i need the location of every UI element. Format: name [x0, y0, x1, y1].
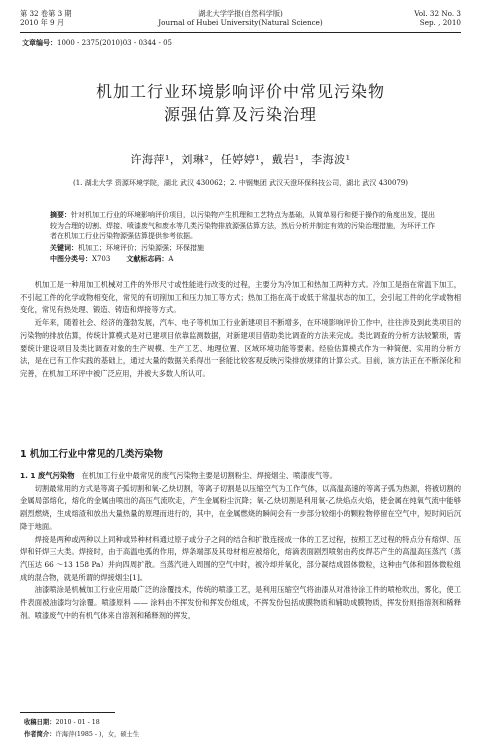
cutting-paragraph: 切割最常用的方式是等离子弧切割和氧-乙炔切割，等离子切割是以压缩空气为工作气体，以高温高速的等离子弧为热源，将被切割的金属局部熔化，熔化的金属由喷出的高压气流吹走，产生金属粉尘沉降；氧-乙炔切割是利用氧-乙炔焰点火焰，使金属在纯氧气流中能够剧烈燃烧，生成熔渣和放出大量热量的原理而进行的，其中，在金属燃烧的瞬间会有一步部分较细小的颗粒物停留在空气中，短时间后沉降于地面。	[20, 483, 461, 531]
journal-name	[20, 9, 461, 27]
volume-issue: 第 32 卷第 3 期	[20, 9, 72, 18]
received-value: 2010 - 01 - 18	[55, 719, 100, 726]
received-date	[24, 717, 100, 726]
volume-info-en	[414, 9, 461, 27]
intro-paragraph-2: 近年来，随着社会、经济的蓬勃发展，汽车、电子等机加工行业新建项目不断增多，在环境影响评价工作中，往往涉及到此类项目的污染物的排放估算，传统计算模式是对已建项目依靠监测数据，对新建项目借助类比调查的方法来完成。类比调查的分析方法较繁琐，需要统计建设项目及类比调查对象的生产规模、生产工艺、地理位置、区域环境功能等要素。经验估算模式作为一种简便、实用的分析方法，是在已有工作实践的基础上，通过大量的数据关系得出一套能比较客观反映污染排放规律的计算公式。目前，该方法正在不断深化和完善，在机加工环评中被广泛应用，并被大多数人所认可。	[20, 318, 461, 378]
clc-value: X703	[92, 255, 111, 263]
author-bio-label: 作者简介：	[24, 731, 56, 738]
keywords-text: 机加工；环境评价；污染源强；环保措施	[78, 244, 204, 252]
abstract-text: 针对机加工行业的环境影响评价项目，以污染物产生机理和工艺特点为基础，从简单易行和便于操作的角度出发，提出较为合理的切割、焊接、喷漆废气和废水等几类污染物排放源强估算方法，然后分析并制定有效的污染治理措施，为环评工作者在机加工行业污染物源强估算提供参考依据。	[50, 211, 435, 240]
affiliation: (1. 湖北大学 资源环境学院，湖北 武汉 430062；2. 中钢集团 武汉天澄环保科技公司，湖北 武汉 430079)	[72, 179, 409, 187]
subsection-1-1-intro: 在机加工行业中最常见的废气污染物主要是切割粉尘、焊接烟尘、喷漆废气等。	[81, 471, 337, 480]
intro-paragraph-1: 机加工是一种用加工机械对工件的外形尺寸或性能进行改变的过程，主要分为冷加工和热加工两种方式。冷加工是指在常温下加工，不引起工件的化学或物相变化，常见的有切削加工和压力加工等方式；热加工指在高于或低于常温状态的加工，会引起工件的化学或物相变化，常见有热处理、锻造、铸造和焊接等方式。	[20, 280, 461, 315]
subsection-1-1-lead	[20, 470, 461, 483]
journal-name-en: Journal of Hubei University(Natural Science)	[158, 18, 323, 27]
article-number-label: 文章编号：	[22, 39, 57, 47]
title-line-2: 源强估算及污染治理	[163, 105, 317, 124]
footnote-divider	[20, 712, 115, 713]
keywords	[50, 243, 435, 253]
issue-date: 2010 年 9 月	[20, 18, 65, 27]
classification-codes	[50, 254, 435, 264]
abstract	[50, 210, 435, 242]
author-bio	[24, 729, 139, 738]
introduction	[20, 279, 461, 381]
article-number-value: 1000 - 2375(2010)03 - 0344 - 05	[57, 39, 172, 47]
subsection-1-1-label: 1. 1 废气污染物	[20, 471, 75, 480]
issue-date-en: Sep. , 2010	[419, 18, 461, 27]
volume-number-en: Vol. 32 No. 3	[414, 9, 461, 18]
keywords-label: 关键词：	[50, 244, 78, 252]
article-number	[22, 38, 172, 48]
welding-paragraph: 焊接是两种或两种以上同种或异种材料通过原子或分子之间的结合和扩散连接成一体的工艺过程，按照工艺过程的特点分有熔焊、压焊和钎焊三大类。焊接时，由于高温电弧的作用，焊条端部及其母材相应被熔化，熔滴表面剧烈喷射由药皮焊芯产生的高温高压蒸汽（蒸汽压达 66 ～13 158 Pa）并向四周扩散。当蒸汽进入周围的空气中时，被冷却并氧化，部分凝结成固体微粒，这种由气体和固体微粒组成的混合物，就是所谓的焊接烟尘[1]。	[20, 534, 461, 582]
header-divider	[20, 32, 461, 33]
clc-label: 中图分类号：	[50, 255, 92, 263]
paper-title	[20, 80, 461, 126]
painting-paragraph: 油漆喷涂是机械加工行业应用最广泛的涂覆技术，传统的喷漆工艺，是利用压缩空气将油漆从对准待涂工件的喷枪吹出，雾化，使工件表面被油漆均匀涂覆。喷漆原料 —— 涂料由不挥发份和挥发份组成，不挥发份包括成膜物质和辅助成膜物质，挥发份则指溶剂和稀释剂。喷漆废气中的有机气体来自溶剂和稀释剂的挥发，	[20, 585, 461, 620]
author-bio-value: 许海萍(1985 - )，女，硕士生	[55, 731, 140, 738]
section-1-heading: 1 机加工行业中常见的几类污染物	[20, 449, 163, 460]
abstract-label: 摘要：	[50, 211, 71, 219]
author-list: 许海萍¹，刘琳²，任婷婷¹，戴岩¹，李海波¹	[130, 153, 351, 166]
title-line-1: 机加工行业环境影响评价中常见污染物	[95, 82, 385, 101]
section-1-1	[20, 470, 461, 622]
document-code-label: 文献标志码：	[126, 255, 169, 263]
journal-name-cn: 湖北大学学报(自然科学版)	[198, 9, 283, 18]
document-code-value: A	[168, 255, 174, 263]
received-label: 收稿日期：	[24, 719, 56, 726]
